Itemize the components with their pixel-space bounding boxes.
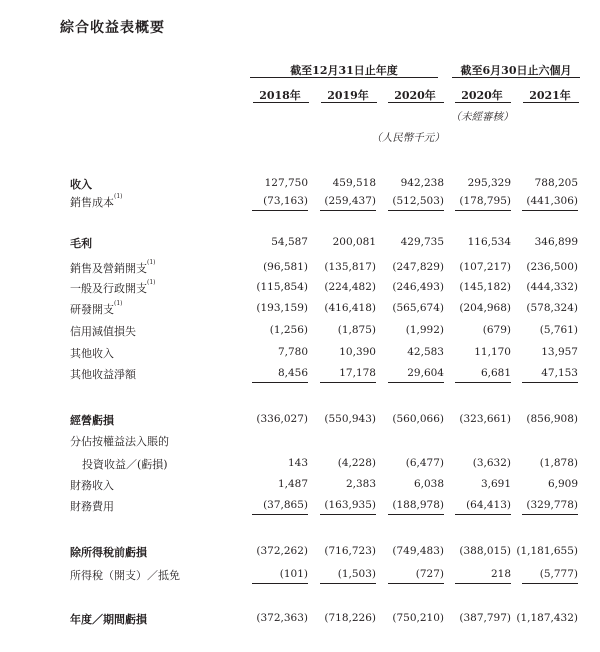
table-cell: (4,228) (337, 457, 376, 469)
table-cell: (560,066) (392, 413, 444, 425)
subtotal-rule (522, 210, 578, 211)
subtotal-rule (455, 210, 511, 211)
table-cell: (416,418) (324, 302, 376, 314)
table-cell: 942,238 (400, 177, 444, 189)
table-cell: (512,503) (392, 195, 444, 207)
table-cell: (188,978) (392, 499, 444, 511)
unaudited-note: （未經審核） (450, 111, 514, 123)
table-cell: (1,875) (337, 324, 376, 336)
table-cell: 13,957 (541, 346, 578, 358)
subtotal-rule (522, 583, 578, 584)
table-cell: 218 (490, 568, 511, 580)
table-cell: (73,163) (263, 195, 308, 207)
subtotal-rule (252, 382, 308, 383)
footnote-marker: (1) (147, 259, 156, 266)
table-cell: (329,778) (526, 499, 578, 511)
row-label (70, 567, 180, 583)
row-label-text: 一般及行政開支 (70, 282, 147, 295)
table-cell: (101) (279, 568, 308, 580)
footnote-marker: (1) (114, 300, 123, 307)
table-cell: (750,210) (392, 612, 444, 624)
table-cell: 6,681 (480, 367, 511, 379)
row-label-text: 經營虧損 (70, 414, 114, 427)
subtotal-rule (320, 210, 376, 211)
table-cell: (163,935) (324, 499, 376, 511)
subtotal-rule (252, 514, 308, 515)
table-cell: 6,909 (547, 478, 578, 490)
table-cell: (246,493) (392, 281, 444, 293)
row-label-text: 銷售及營銷開支 (70, 262, 147, 275)
header-year-rule (455, 102, 511, 103)
row-label (70, 235, 92, 251)
table-cell: 127,750 (264, 177, 308, 189)
table-cell: (64,413) (466, 499, 511, 511)
table-cell: 3,691 (480, 478, 511, 490)
header-period-2020: 2020年 (461, 89, 503, 102)
table-cell: 8,456 (277, 367, 308, 379)
table-cell: (387,797) (459, 612, 511, 624)
header-year-2020: 2020年 (394, 89, 436, 102)
header-group-six-months-rule (452, 77, 580, 78)
table-cell: 459,518 (332, 177, 376, 189)
table-cell: (749,483) (392, 545, 444, 557)
row-label (70, 544, 147, 560)
table-cell: (224,482) (324, 281, 376, 293)
subtotal-rule (455, 382, 511, 383)
table-cell: (336,027) (256, 413, 308, 425)
table-cell: 116,534 (467, 236, 511, 248)
table-cell: 11,170 (474, 346, 511, 358)
row-label-text: 財務收入 (70, 479, 114, 492)
row-label (70, 301, 123, 317)
table-cell: 295,329 (467, 177, 511, 189)
table-cell: (259,437) (324, 195, 376, 207)
subtotal-rule (522, 382, 578, 383)
row-label (70, 260, 156, 276)
subtotal-rule (455, 583, 511, 584)
row-label (70, 477, 114, 493)
table-cell: 29,604 (407, 367, 444, 379)
table-cell: 17,178 (339, 367, 376, 379)
table-cell: (5,777) (539, 568, 578, 580)
table-cell: (3,632) (472, 457, 511, 469)
table-cell: (1,503) (337, 568, 376, 580)
row-label (70, 176, 92, 192)
subtotal-rule (320, 382, 376, 383)
header-period-2021: 2021年 (529, 89, 571, 102)
row-label-text: 毛利 (70, 237, 92, 250)
table-cell: (178,795) (459, 195, 511, 207)
table-cell: (372,262) (256, 545, 308, 557)
row-label (70, 345, 114, 361)
row-label-text: 其他收益淨額 (70, 368, 136, 381)
subtotal-rule (252, 583, 308, 584)
table-cell: (716,723) (324, 545, 376, 557)
table-cell: (679) (482, 324, 511, 336)
header-year-rule (321, 102, 377, 103)
table-cell: (372,363) (256, 612, 308, 624)
subtotal-rule (320, 514, 376, 515)
footnote-marker: (1) (147, 279, 156, 286)
row-label (70, 412, 114, 428)
table-cell: (441,306) (526, 195, 578, 207)
row-label-text: 收入 (70, 178, 92, 191)
table-cell: 346,899 (534, 236, 578, 248)
row-label-text: 研發開支 (70, 303, 114, 316)
table-cell: (323,661) (459, 413, 511, 425)
table-cell: (388,015) (459, 545, 511, 557)
row-label-text: 信用減值損失 (70, 325, 136, 338)
row-label-text: 分佔按權益法入賬的 (70, 435, 169, 448)
table-cell: 1,487 (277, 478, 308, 490)
table-cell: (96,581) (263, 261, 308, 273)
table-cell: (718,226) (324, 612, 376, 624)
header-year-2018: 2018年 (259, 89, 301, 102)
table-cell: (115,854) (256, 281, 308, 293)
header-year-rule (253, 102, 309, 103)
row-label (82, 456, 168, 472)
table-cell: (1,256) (269, 324, 308, 336)
table-cell: (135,817) (324, 261, 376, 273)
table-cell: 2,383 (345, 478, 376, 490)
table-cell: 6,038 (413, 478, 444, 490)
header-group-annual-rule (250, 77, 438, 78)
table-cell: (1,181,655) (516, 545, 578, 557)
row-label-text: 財務費用 (70, 500, 114, 513)
row-label-text: 除所得稅前虧損 (70, 546, 147, 559)
header-year-2019: 2019年 (327, 89, 369, 102)
footnote-marker: (1) (114, 193, 123, 200)
table-cell: (204,968) (459, 302, 511, 314)
subtotal-rule (388, 583, 444, 584)
subtotal-rule (522, 514, 578, 515)
table-cell: (578,324) (526, 302, 578, 314)
table-cell: (550,943) (324, 413, 376, 425)
table-cell: (1,187,432) (516, 612, 578, 624)
row-label-text: 投資收益／(虧損) (82, 458, 168, 471)
table-cell: (727) (415, 568, 444, 580)
subtotal-rule (388, 210, 444, 211)
table-cell: (565,674) (392, 302, 444, 314)
row-label (70, 611, 147, 627)
table-cell: 10,390 (339, 346, 376, 358)
row-label (70, 323, 136, 339)
subtotal-rule (388, 382, 444, 383)
subtotal-rule (252, 210, 308, 211)
header-year-rule (523, 102, 579, 103)
header-group-annual: 截至12月31日止年度 (290, 64, 398, 77)
subtotal-rule (320, 583, 376, 584)
row-label-text: 其他收入 (70, 347, 114, 360)
row-label-text: 銷售成本 (70, 196, 114, 209)
page-title: 綜合收益表概要 (60, 20, 165, 36)
table-cell: (37,865) (263, 499, 308, 511)
row-label (70, 194, 123, 210)
table-cell: (5,761) (539, 324, 578, 336)
table-cell: (107,217) (459, 261, 511, 273)
table-cell: 7,780 (277, 346, 308, 358)
table-cell: 788,205 (534, 177, 578, 189)
row-label (70, 498, 114, 514)
table-cell: 200,081 (332, 236, 376, 248)
table-cell: 54,587 (271, 236, 308, 248)
table-cell: 429,735 (400, 236, 444, 248)
header-group-six-months: 截至6月30日止六個月 (460, 64, 572, 77)
table-cell: (1,992) (405, 324, 444, 336)
row-label (70, 366, 136, 382)
table-cell: (6,477) (405, 457, 444, 469)
row-label-text: 所得稅（開支）／抵免 (70, 569, 180, 582)
table-cell: (444,332) (526, 281, 578, 293)
row-label (70, 280, 156, 296)
table-cell: (1,878) (539, 457, 578, 469)
table-cell: (236,500) (526, 261, 578, 273)
table-cell: 42,583 (407, 346, 444, 358)
table-cell: (193,159) (256, 302, 308, 314)
table-cell: (856,908) (526, 413, 578, 425)
table-cell: 143 (287, 457, 308, 469)
table-cell: 47,153 (541, 367, 578, 379)
subtotal-rule (455, 514, 511, 515)
header-year-rule (388, 102, 444, 103)
currency-unit-note: （人民幣千元） (371, 132, 445, 144)
row-label (70, 433, 169, 449)
row-label-text: 年度／期間虧損 (70, 613, 147, 626)
table-cell: (247,829) (392, 261, 444, 273)
subtotal-rule (388, 514, 444, 515)
table-cell: (145,182) (459, 281, 511, 293)
